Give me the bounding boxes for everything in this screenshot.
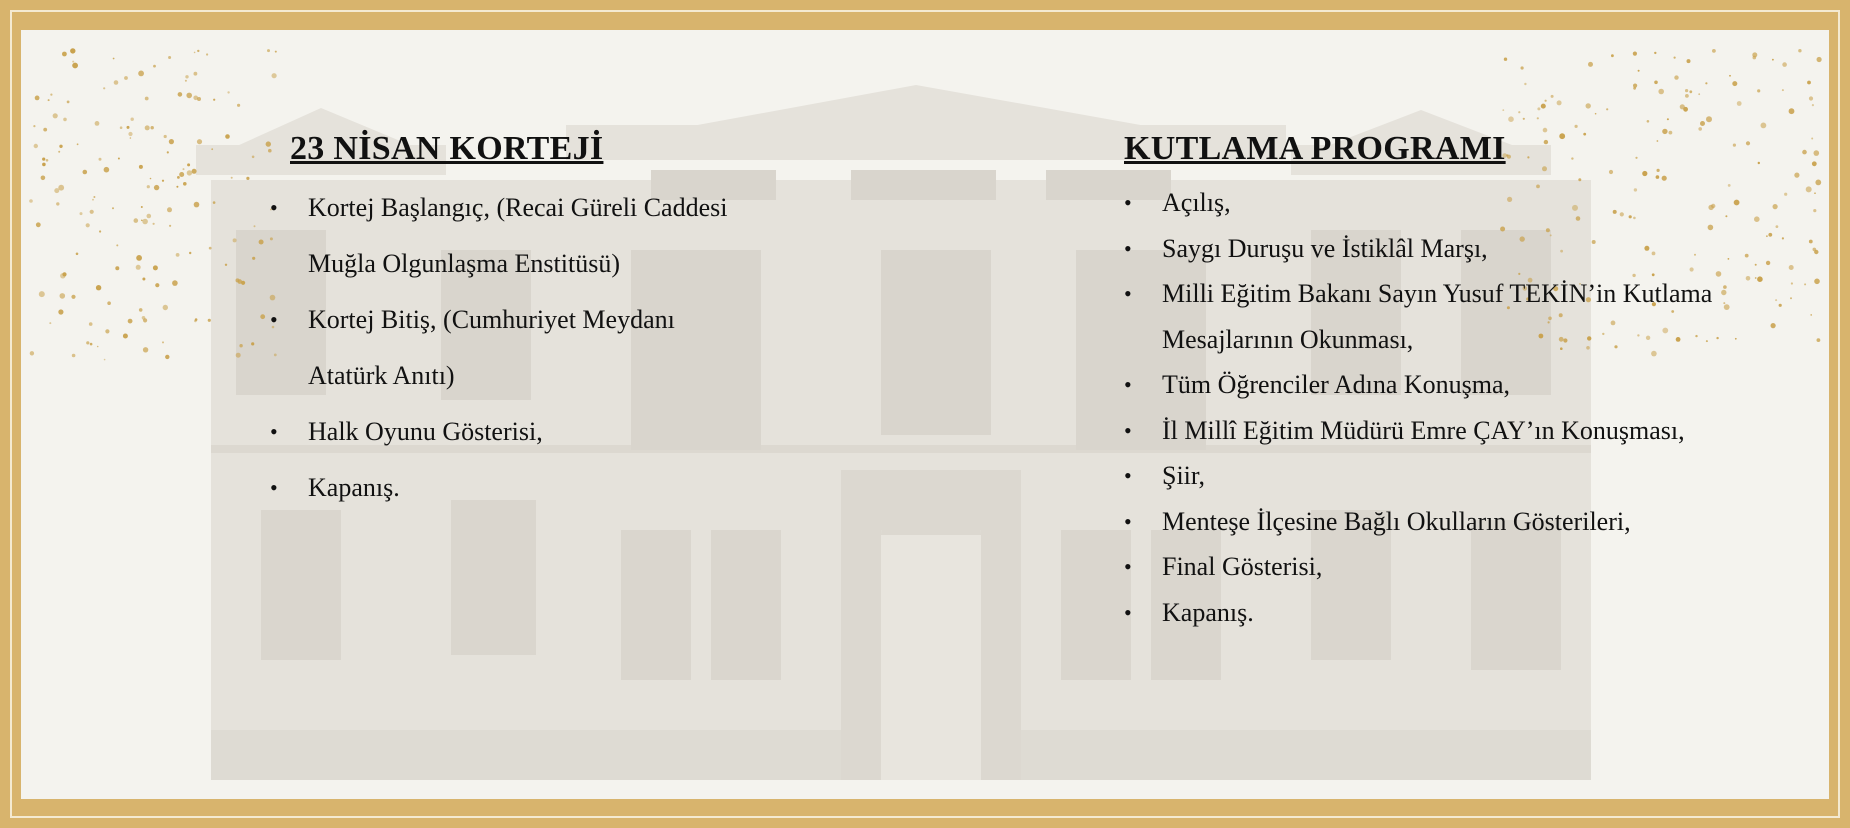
list-item — [1124, 226, 1762, 272]
bullet-icon: • — [1124, 235, 1132, 261]
bullet-icon: • — [1124, 508, 1132, 534]
kortej-column — [270, 130, 830, 516]
list-item-text: Menteşe İlçesine Bağlı Okulların Gösterileri, — [1162, 506, 1631, 536]
bullet-icon: • — [1124, 417, 1132, 443]
bullet-icon: • — [270, 419, 278, 444]
bullet-icon: • — [270, 195, 278, 220]
kortej-title: 23 NİSAN KORTEJİ — [290, 130, 604, 167]
kortej-list — [270, 180, 830, 516]
list-item — [1124, 544, 1762, 590]
list-item-text: Kapanış. — [1162, 597, 1254, 627]
list-item — [1124, 590, 1762, 636]
list-item-text: İl Millî Eğitim Müdürü Emre ÇAY’ın Konuşması, — [1162, 415, 1685, 445]
list-item — [270, 404, 728, 460]
bullet-icon: • — [1124, 599, 1132, 625]
bullet-icon: • — [1124, 372, 1132, 397]
content-panel — [21, 30, 1829, 799]
list-item — [270, 292, 728, 404]
list-item — [1124, 408, 1762, 454]
list-item-text: Milli Eğitim Bakanı Sayın Yusuf TEKİN’in Kutlama Mesajlarının Okunması, — [1162, 279, 1713, 354]
list-item-text: Şiir, — [1162, 461, 1206, 490]
list-item — [270, 460, 728, 516]
bullet-icon: • — [1124, 281, 1132, 306]
list-item-text: Tüm Öğrenciler Adına Konuşma, — [1162, 370, 1511, 399]
program-title: KUTLAMA PROGRAMI — [1124, 130, 1506, 167]
list-item — [1124, 499, 1762, 545]
list-item — [1124, 271, 1762, 362]
list-item-text: Kortej Başlangıç, (Recai Güreli Caddesi Muğla Olgunlaşma Enstitüsü) — [308, 193, 728, 278]
list-item-text: Saygı Duruşu ve İstiklâl Marşı, — [1162, 233, 1488, 263]
list-item-text: Açılış, — [1162, 188, 1231, 217]
list-item-text: Kortej Bitiş, (Cumhuriyet Meydanı Atatürk Anıtı) — [308, 305, 675, 390]
list-item — [270, 180, 728, 292]
list-item — [1124, 180, 1762, 226]
program-list — [1124, 180, 1824, 635]
list-item — [1124, 453, 1762, 499]
list-item — [1124, 362, 1762, 408]
list-item-text: Kapanış. — [308, 473, 400, 502]
program-column — [1124, 130, 1824, 635]
bullet-icon: • — [1124, 554, 1132, 579]
bullet-icon: • — [1124, 190, 1132, 215]
bullet-icon: • — [1124, 463, 1132, 488]
bullet-icon: • — [270, 475, 278, 500]
list-item-text: Final Gösterisi, — [1162, 552, 1323, 581]
bullet-icon: • — [270, 307, 278, 332]
list-item-text: Halk Oyunu Gösterisi, — [308, 417, 543, 446]
